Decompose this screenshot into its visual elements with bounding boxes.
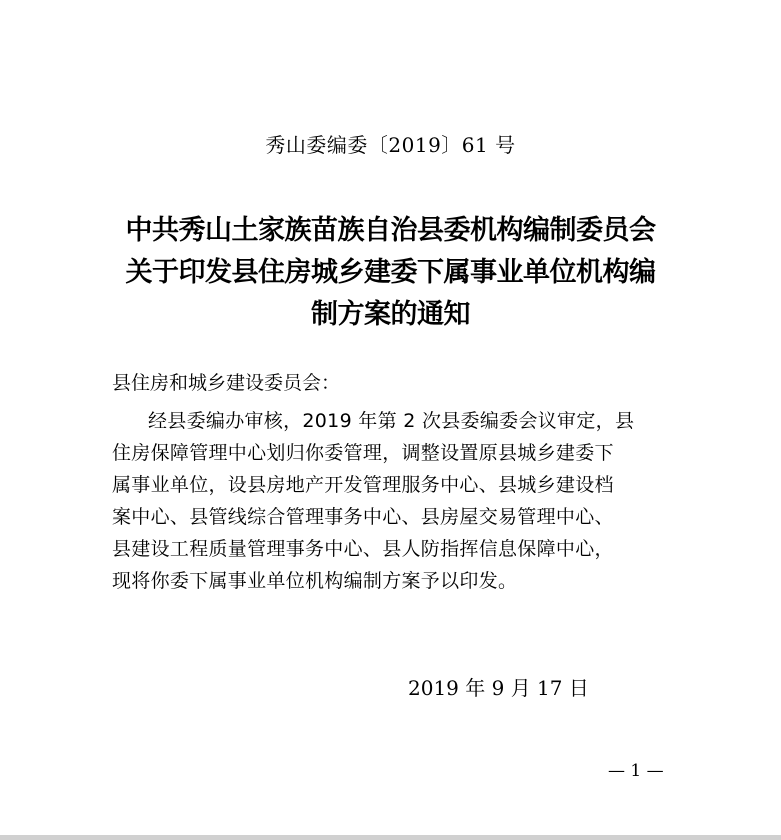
title-line-1: 中共秀山土家族苗族自治县委机构编制委员会 [125,215,656,246]
page-number: — 1 — [608,761,664,781]
body-line-1: 经县委编办审核，2019 年第 2 次县委编委会议审定，县 [148,410,635,432]
document-title [100,210,681,336]
title-line-2: 关于印发县住房城乡建委下属事业单位机构编 [125,257,656,288]
body-line-2: 住房保障管理中心划归你委管理，调整设置原县城乡建委下 [112,442,614,464]
body-line-5: 县建设工程质量管理事务中心、县人防指挥信息保障中心， [112,538,614,560]
document-number: 秀山委编委〔2019〕61 号 [265,133,516,157]
title-line-3: 制方案的通知 [311,299,470,330]
body-line-3: 属事业单位，设县房地产开发管理服务中心、县城乡建设档 [112,474,614,496]
body-paragraph [112,405,672,597]
body-line-6: 现将你委下属事业单位机构编制方案予以印发。 [112,570,518,592]
salutation: 县住房和城乡建设委员会： [112,372,341,394]
issue-date: 2019 年 9 月 17 日 [408,676,589,700]
body-line-4: 案中心、县管线综合管理事务中心、县房屋交易管理中心、 [112,506,614,528]
page-bottom-edge [0,835,781,840]
